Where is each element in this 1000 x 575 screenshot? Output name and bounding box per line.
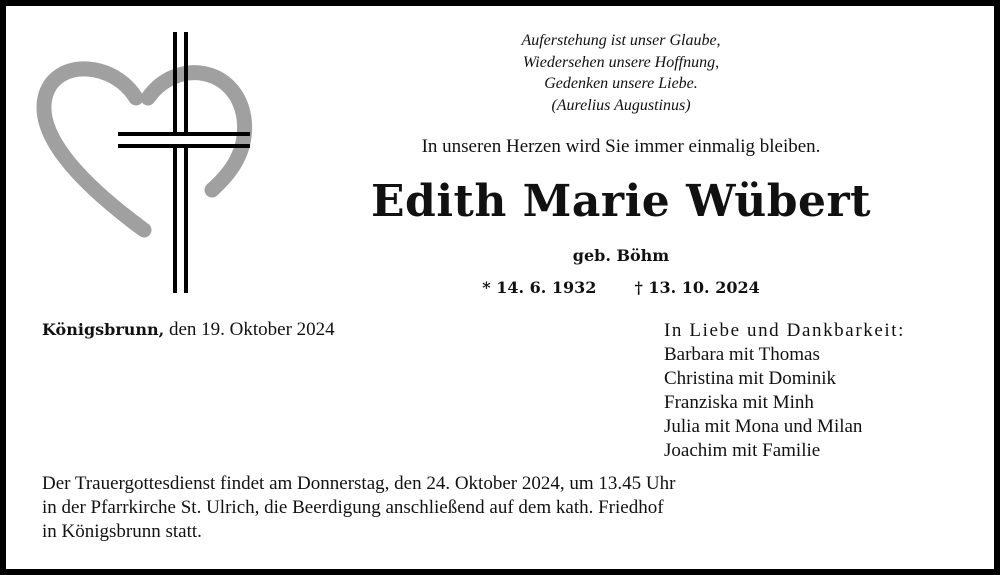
service-line: Der Trauergottesdienst findet am Donnerstag, den 24. Oktober 2024, um 13.45 Uhr (42, 473, 676, 494)
heart-outline (44, 69, 144, 230)
heart-outline-right (148, 73, 245, 190)
mourners-list (664, 319, 905, 463)
cross-with-heart-icon (36, 32, 256, 296)
mourner-item: Franziska mit Minh (664, 392, 814, 413)
service-line: in der Pfarrkirche St. Ulrich, die Beerdigung anschließend auf dem kath. Friedhof (42, 497, 664, 518)
mourner-item: Christina mit Dominik (664, 368, 837, 389)
motto-attribution: (Aurelius Augustinus) (551, 96, 691, 114)
remembrance-line: In unseren Herzen wird Sie immer einmalig bleiben. (421, 136, 821, 157)
funeral-service-info (42, 472, 942, 544)
mourners-intro: In Liebe und Dankbarkeit: (664, 320, 906, 341)
motto-line: Wiedersehen unsere Hoffnung, (522, 53, 720, 71)
notice-date: den 19. Oktober 2024 (164, 319, 335, 340)
place-and-date (42, 319, 335, 341)
service-line: in Königsbrunn statt. (42, 521, 202, 542)
maiden-name: geb. Böhm (572, 246, 670, 265)
motto (466, 30, 776, 116)
mourner-item: Joachim mit Familie (664, 440, 821, 461)
deceased-name: Edith Marie Wübert (371, 176, 871, 227)
birth-date: * 14. 6. 1932 (482, 278, 597, 297)
motto-line: Auferstehung ist unser Glaube, (521, 32, 721, 49)
death-date: † 13. 10. 2024 (634, 278, 760, 297)
mourner-item: Barbara mit Thomas (664, 344, 820, 365)
life-dates (336, 278, 906, 297)
place-name: Königsbrunn, (42, 320, 165, 339)
motto-line: Gedenken unsere Liebe. (544, 75, 698, 92)
mourner-item: Julia mit Mona und Milan (664, 416, 863, 437)
